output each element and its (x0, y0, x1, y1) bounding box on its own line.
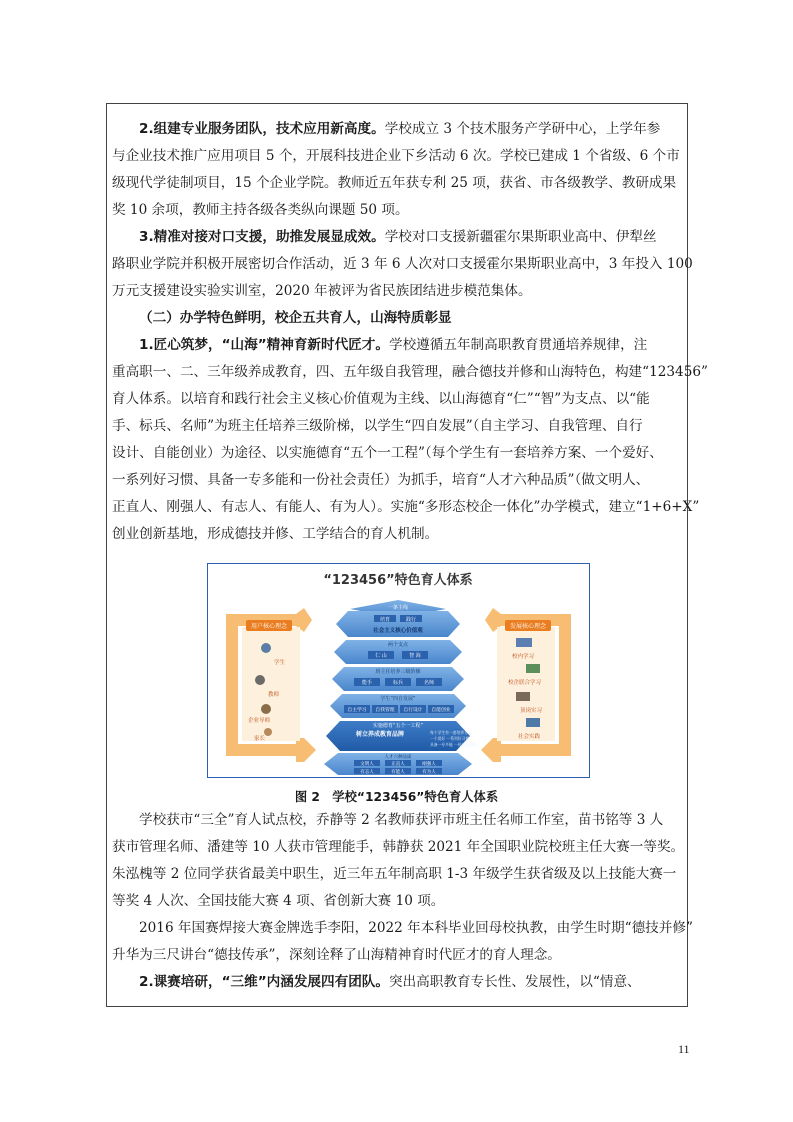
text-line: 与企业技术推广应用项目 5 个，开展科技进企业下乡活动 6 次。学校已建成 1 个省级、6 个市 (112, 148, 680, 164)
left-item: 教师 (268, 692, 280, 698)
tier-cell-text: 培育 (379, 617, 391, 623)
figure-caption: 图 2 学校“123456”特色育人体系 (294, 790, 499, 804)
text-line: 正直人、刚强人、有志人、有能人、有为人）。实施“多形态校企一体化”办学模式，建立“1+6+X” (112, 499, 700, 515)
tier-label: 实施德育“五个一工程” (372, 723, 424, 729)
text-line: 手、标兵、名师”为班主任培养三级阶梯，以学生“四自发展”（自主学习、自我管理、自行 (112, 418, 643, 434)
tier-label: 学生“四自发展” (380, 696, 416, 702)
text-line: 一系列好习惯、具备一专多能和一份社会责任）为抓手，培育“人才六种品质”（做文明人、 (112, 472, 650, 488)
text-line: 学校成立 3 个技术服务产学研中心，上学年参 (384, 121, 661, 137)
left-item: 企业导师 (248, 718, 271, 724)
tier-label: 人才六种品质 (384, 755, 412, 760)
tier-cell-text: 自主学习 (347, 708, 367, 713)
tier-cell-text: 名师 (423, 680, 435, 686)
figure-title: “123456”特色育人体系 (323, 573, 473, 588)
teacher-icon (255, 675, 265, 685)
tier-note: 每个学生有一套培养方案 (430, 730, 472, 735)
right-item: 社会实践 (518, 734, 541, 740)
text-line: 创业创新基地，形成德技并修、工学结合的育人机制。 (112, 526, 439, 542)
tier-cell-text: 标兵 (392, 680, 404, 686)
tier-cell-text: 能手 (361, 680, 373, 686)
paragraph-lead: 1.匠心筑梦，“山海”精神育新时代匠才。 (139, 337, 389, 353)
tier-cell-text: 仁 山 (375, 653, 387, 659)
tier-cell-text: 自行设计 (403, 708, 423, 713)
right-item: 顶岗实习 (520, 708, 543, 714)
text-line: 奖 10 余项，教师主持各级各类纵向课题 50 项。 (112, 202, 409, 218)
right-panel-title: 发展核心理念 (509, 623, 547, 630)
paragraph-lead: 3.精准对接对口支援，助推发展显成效。 (139, 229, 385, 245)
tier-cell-text: 正直人 (391, 762, 405, 767)
tier-label: 两个支点 (387, 642, 409, 648)
figure-diagram (208, 564, 589, 777)
left-item: 家长 (254, 736, 266, 742)
text-line: 学校获市“三全”育人试点校，乔静等 2 名教师获评市班主任名师工作室，苗书铭等 3 人 (139, 812, 664, 828)
student-icon (261, 643, 271, 653)
parent-icon (264, 728, 272, 736)
text-line: 学校遵循五年制高职教育贯通培养规律，注 (389, 337, 648, 353)
text-line: 等奖 4 人次、全国技能大赛 4 项、省创新大赛 10 项。 (112, 893, 445, 909)
left-item: 学生 (274, 660, 286, 666)
tier-cell-text: 有能人 (391, 770, 405, 775)
text-line: 级现代学徒制项目，15 个企业学院。教师近五年获专利 25 项，获省、市各级教学、教研成果 (112, 175, 677, 191)
text-line: 2016 年国赛焊接大赛金牌选手李阳，2022 年本科毕业回母校执教，由学生时期“德技并修” (139, 920, 693, 936)
paragraph-lead: 2.组建专业服务团队，技术应用新高度。 (139, 121, 385, 137)
text-line: 路职业学院并积极开展密切合作活动，近 3 年 6 人次对口支援霍尔果斯职业高中，3 年投入 100 (112, 256, 693, 272)
text-line: 设计、自能创业）为途径、以实施德育“五个一工程”（每个学生有一套培养方案、一个爱好、 (112, 445, 663, 461)
internship-icon (516, 692, 530, 701)
right-item: 校企联合学习 (508, 680, 542, 686)
text-line: 朱泓槐等 2 位同学获省最美中职生，近三年五年制高职 1-3 年级学生获省级及以上技能大赛一 (112, 866, 677, 882)
tier-sub: 社会主义核心价值观 (373, 628, 423, 634)
text-line: 万元支援建设实验实训室，2020 年被评为省民族团结进步模范集体。 (112, 283, 532, 299)
text-line: 学校对口支援新疆霍尔果斯职业高中、伊犁丝 (384, 229, 657, 245)
text-line: 获市管理名师、潘建等 10 人获市管理能手，韩静获 2021 年全国职业院校班主任大赛一等奖。 (112, 839, 685, 855)
tier-cell-text: 自能创业 (431, 708, 451, 713)
tier-main: 树立养成教育品牌 (355, 731, 405, 738)
tier-cell-text: 刚强人 (422, 762, 436, 767)
tier-cell-text: 文明人 (360, 762, 374, 767)
tier-label: 班主任培养三级阶梯 (375, 669, 421, 675)
education-system-figure (207, 563, 590, 778)
text-line: 重高职一、二、三年级养成教育，四、五年级自我管理，融合德技并修和山海特色，构建“123456” (112, 364, 708, 380)
page-number: 11 (678, 1042, 690, 1056)
tier-cell-text: 有为人 (422, 770, 436, 775)
classroom-icon (516, 638, 532, 647)
paragraph-lead: 2.课赛培研，“三维”内涵发展四有团队。 (139, 974, 389, 990)
tier-cell-text: 智 海 (409, 653, 421, 659)
text-line: 突出高职教育专长性、发展性，以“情意、 (389, 974, 641, 990)
section-heading: （二）办学特色鲜明，校企五共育人，山海特质彰显 (139, 310, 452, 326)
tier-label: 一条主线 (387, 605, 409, 611)
tier-note: 一个爱好 一系列好习惯 (430, 736, 470, 741)
tier-cell-text: 践行 (405, 617, 417, 623)
text-line: 升华为三尺讲台“德技传承”，深刻诠释了山海精神育时代匠才的育人理念。 (112, 947, 561, 963)
tier-note: 具备一专多能 一份社会责任 (430, 742, 477, 747)
mentor-icon (261, 704, 271, 714)
society-icon (526, 718, 540, 727)
left-panel-title: 用户核心理念 (250, 623, 288, 630)
tier-cell-text: 有志人 (360, 770, 374, 775)
tier-cell-text: 自我管理 (375, 708, 395, 713)
right-item: 校内学习 (512, 654, 535, 660)
text-line: 育人体系。以培育和践行社会主义核心价值观为主线、以山海德育“仁”“智”为支点、以“能 (112, 391, 650, 407)
workshop-icon (526, 664, 540, 673)
